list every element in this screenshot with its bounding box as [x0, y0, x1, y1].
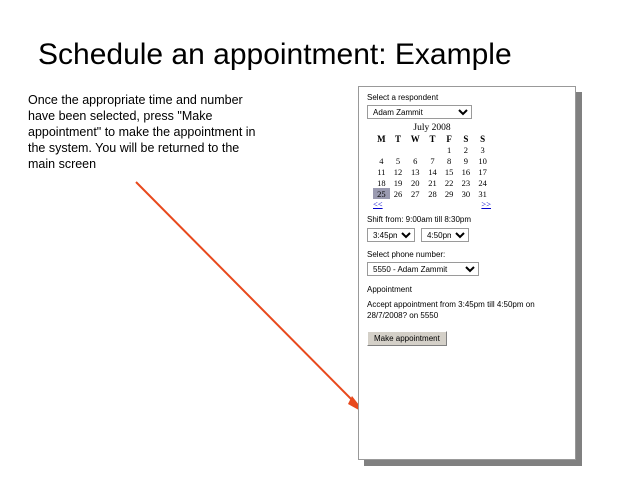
- appointment-heading: Appointment: [367, 285, 412, 294]
- calendar-week-row: [373, 188, 491, 199]
- calendar-day[interactable]: 23: [461, 177, 471, 188]
- time-range-row: [367, 228, 567, 242]
- calendar-day[interactable]: 1: [447, 144, 452, 155]
- calendar-day[interactable]: 24: [478, 177, 487, 188]
- calendar-day[interactable]: 21: [428, 177, 437, 188]
- calendar-prev-link[interactable]: <<: [373, 199, 383, 209]
- calendar-week-row: [373, 144, 491, 155]
- callout-text: Once the appropriate time and number have been selected, press "Make appointment" to make the appointment in the system. You will be returned to the main screen: [28, 93, 256, 171]
- calendar-day[interactable]: 14: [428, 166, 437, 177]
- calendar-day[interactable]: 7: [430, 155, 435, 166]
- calendar-day[interactable]: 18: [377, 177, 386, 188]
- calendar-day[interactable]: 5: [395, 155, 401, 166]
- calendar-day[interactable]: [406, 144, 424, 155]
- calendar-nav: [373, 199, 491, 209]
- calendar-day[interactable]: 17: [478, 166, 487, 177]
- calendar-week-row: [373, 166, 491, 177]
- calendar-day[interactable]: [373, 144, 390, 155]
- respondent-label: Select a respondent: [367, 93, 439, 102]
- calendar-day[interactable]: 29: [444, 188, 454, 199]
- calendar-week-row: [373, 177, 491, 188]
- calendar-day[interactable]: [424, 144, 441, 155]
- calendar-day[interactable]: 10: [478, 155, 487, 166]
- calendar-day[interactable]: 27: [411, 188, 420, 199]
- calendar-week-row: [373, 155, 491, 166]
- phone-select[interactable]: [367, 262, 479, 276]
- calendar-day[interactable]: 4: [379, 155, 384, 166]
- weekday-header: S: [463, 134, 469, 144]
- calendar-day[interactable]: 28: [428, 188, 437, 199]
- calendar-day[interactable]: 15: [444, 166, 454, 177]
- calendar-day[interactable]: 26: [393, 188, 403, 199]
- calendar-day[interactable]: [390, 144, 407, 155]
- time-from-select[interactable]: [367, 228, 415, 242]
- calendar[interactable]: [373, 123, 491, 199]
- calendar-day[interactable]: 22: [444, 177, 454, 188]
- calendar-day[interactable]: 11: [377, 166, 386, 177]
- calendar-day[interactable]: 12: [393, 166, 403, 177]
- make-appointment-button[interactable]: Make appointment: [367, 331, 447, 346]
- calendar-day[interactable]: 19: [393, 177, 403, 188]
- weekday-header: M: [377, 134, 386, 144]
- calendar-header-row: [373, 134, 491, 144]
- weekday-header: W: [410, 134, 420, 144]
- weekday-header: T: [429, 134, 436, 144]
- appointment-summary: Accept appointment from 3:45pm till 4:50pm on 28/7/2008? on 5550: [367, 300, 535, 320]
- weekday-header: F: [446, 134, 452, 144]
- respondent-select[interactable]: [367, 105, 472, 119]
- calendar-day[interactable]: 6: [413, 155, 418, 166]
- calendar-day[interactable]: 16: [461, 166, 471, 177]
- calendar-day[interactable]: 9: [463, 155, 468, 166]
- calendar-day[interactable]: 20: [411, 177, 420, 188]
- shift-text: Shift from: 9:00am till 8:30pm: [367, 215, 472, 224]
- calendar-day[interactable]: 30: [461, 188, 471, 199]
- calendar-day[interactable]: 8: [447, 155, 452, 166]
- calendar-day[interactable]: 3: [480, 144, 485, 155]
- time-to-select[interactable]: [421, 228, 469, 242]
- calendar-month-label: July 2008: [413, 123, 451, 133]
- calendar-next-link[interactable]: >>: [481, 199, 491, 209]
- phone-label: Select phone number:: [367, 250, 446, 259]
- app-screenshot: [358, 86, 576, 460]
- weekday-header: S: [480, 134, 486, 144]
- weekday-header: T: [395, 134, 402, 144]
- page-title: Schedule an appointment: Example: [38, 38, 512, 71]
- calendar-day[interactable]: 31: [478, 188, 487, 199]
- calendar-day-selected[interactable]: 25: [373, 188, 390, 199]
- calendar-day[interactable]: 13: [411, 166, 420, 177]
- calendar-day[interactable]: 2: [463, 144, 468, 155]
